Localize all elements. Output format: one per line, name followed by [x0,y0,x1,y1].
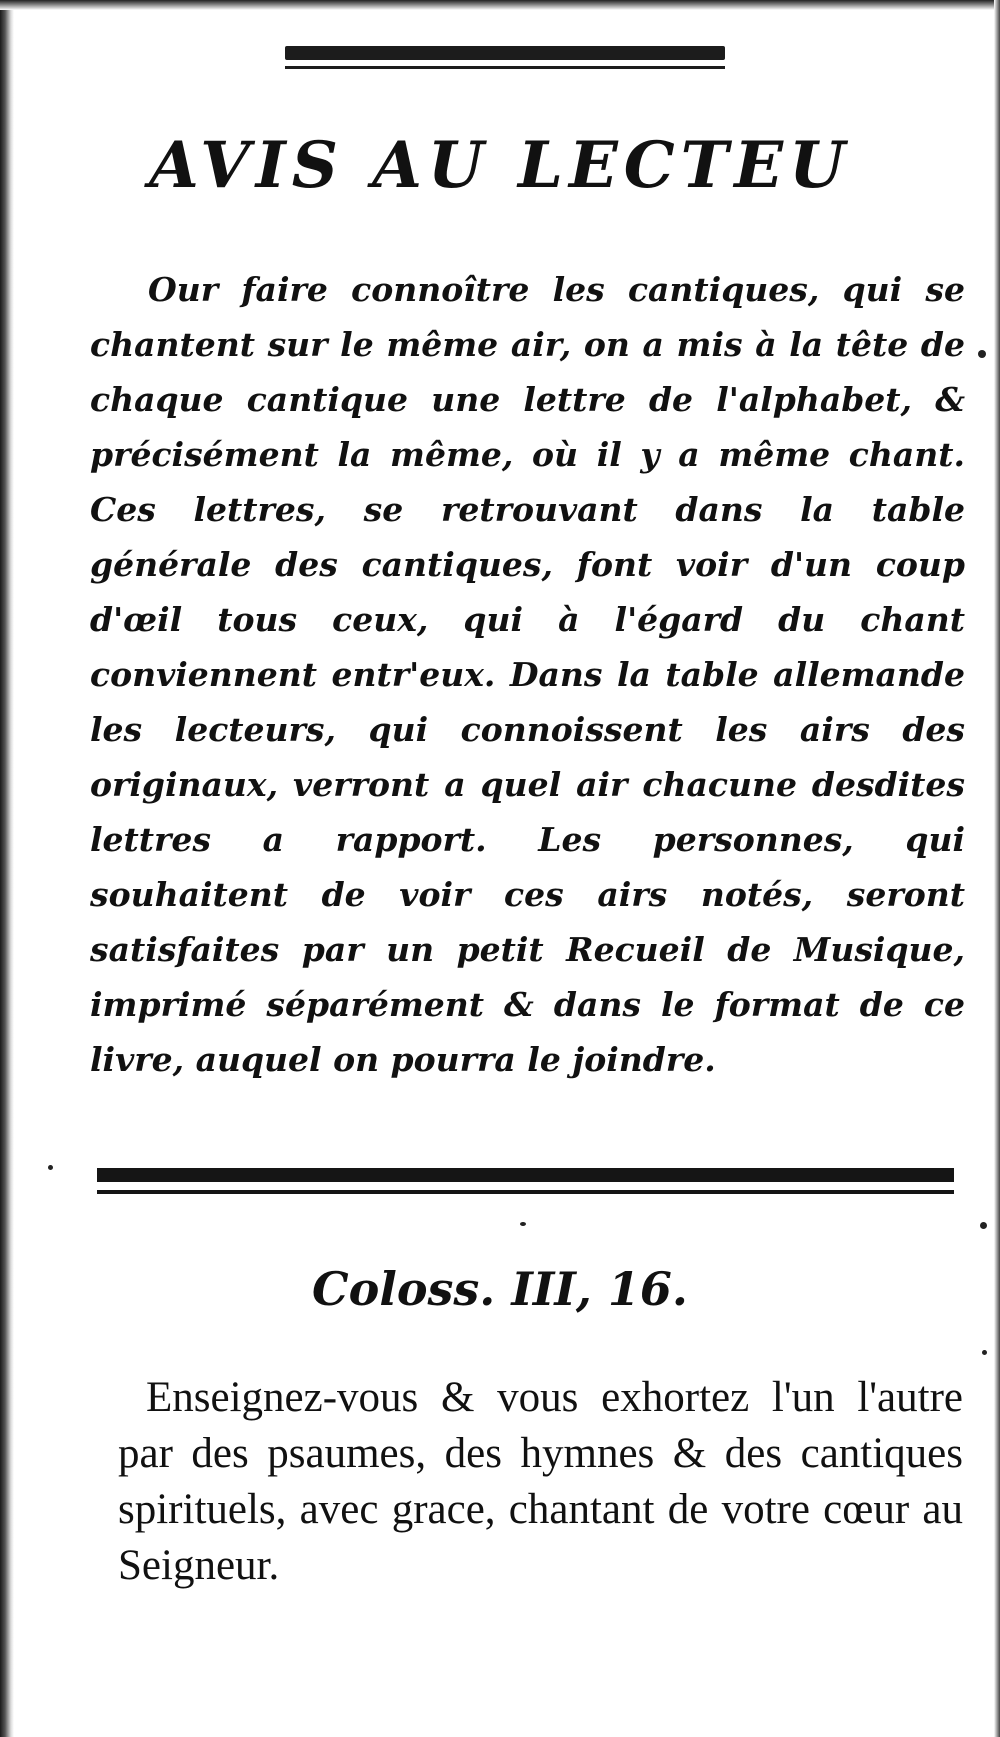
scripture-reference: Coloss. III, 16. [312,1262,688,1316]
ornament-thick-bar [285,46,725,60]
ink-speck [982,1350,987,1355]
page-left-edge [0,0,14,1737]
ink-speck [520,1222,526,1226]
scripture-quote: Enseignez-vous & vous exhortez l'un l'autre par des psaumes, des hymnes & des cantiques spirituels, avec grace, chantant de votre cœur au Seigneur. [118,1374,963,1589]
double-rule-divider [97,1168,954,1202]
page-top-edge [0,0,1000,10]
page-right-edge [994,0,1000,1737]
ink-speck [978,350,986,358]
top-ornament-rule [285,38,725,72]
notice-paragraph: Our faire connoître les cantiques, qui se chantent sur le même air, on a mis à la tête de chaque cantique une lettre de l'alphabet, & précisément la même, où il y a même chant. Ces lettres, se retrouvant dans la table générale des cantiques, font voir d'un coup d'œil tous ceux, qui à l'égard du chant conviennent entr'eux. Dans la table allemande les lecteurs, qui connoissent les airs des originaux, verront a quel air chacune desdites lettres a rapport. Les personnes, qui souhaitent de voir ces airs notés, seront satisfaites par un petit Recueil de Musique, imprimé séparément & dans le format de ce livre, auquel on pourra le joindre. [90,270,965,1079]
divider-thick-line [97,1168,954,1182]
ink-speck [48,1165,53,1170]
page-title: AVIS AU LECTEU [149,128,851,203]
divider-thin-line [97,1190,954,1194]
ink-speck [980,1222,987,1229]
ornament-thin-bar [285,66,725,69]
